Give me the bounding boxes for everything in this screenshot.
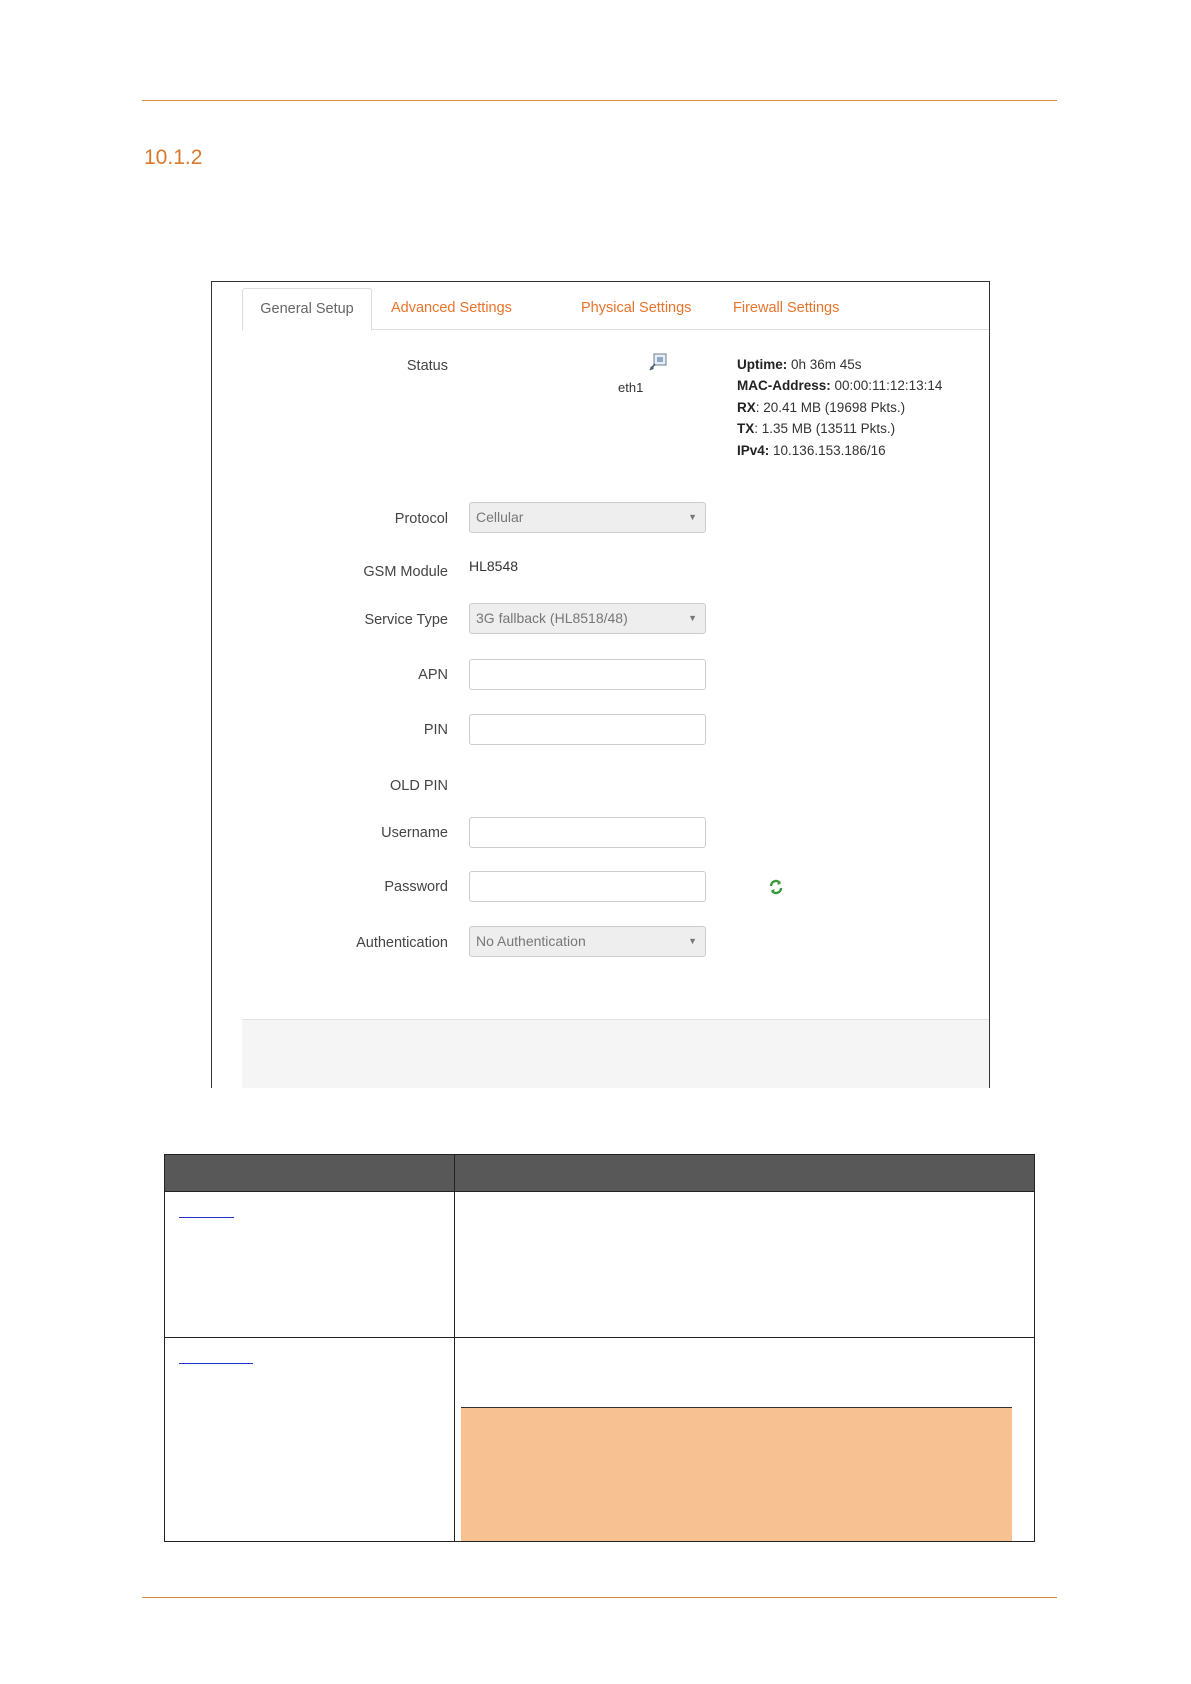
gsm-module-label: GSM Module xyxy=(363,564,448,580)
router-config-screenshot xyxy=(211,281,990,1088)
service-type-select[interactable] xyxy=(469,603,706,634)
table-header-cell xyxy=(455,1155,1035,1192)
password-label: Password xyxy=(384,879,448,895)
status-label: Status xyxy=(406,358,448,374)
ipv4-value: 10.136.153.186/16 xyxy=(769,442,886,458)
tab-firewall-settings[interactable]: Firewall Settings xyxy=(733,300,840,316)
protocol-value: Cellular xyxy=(476,509,524,525)
tab-physical-settings[interactable]: Physical Settings xyxy=(581,300,692,316)
status-details xyxy=(737,354,942,461)
tab-advanced-settings[interactable]: Advanced Settings xyxy=(391,300,512,316)
mac-label: MAC-Address: xyxy=(737,378,831,394)
authentication-label: Authentication xyxy=(356,935,448,951)
chevron-down-icon: ▼ xyxy=(688,512,697,522)
pin-input[interactable] xyxy=(469,714,706,745)
uptime-value: 0h 36m 45s xyxy=(787,357,862,372)
table-row xyxy=(165,1192,1035,1338)
table-cell xyxy=(165,1192,455,1338)
table-cell xyxy=(455,1192,1035,1338)
tx-label: TX xyxy=(737,421,755,437)
service-type-label: Service Type xyxy=(364,612,448,628)
authentication-select[interactable] xyxy=(469,926,706,957)
network-interface-icon xyxy=(649,353,667,371)
header-rule xyxy=(142,100,1057,101)
password-input[interactable] xyxy=(469,871,706,902)
form-footer-bar xyxy=(242,1019,989,1088)
parameter-table xyxy=(164,1154,1035,1542)
interface-name: eth1 xyxy=(618,380,644,395)
note-box xyxy=(461,1407,1012,1541)
reveal-password-icon[interactable] xyxy=(768,879,784,895)
service-type-value: 3G fallback (HL8518/48) xyxy=(476,610,628,626)
old-pin-label: OLD PIN xyxy=(389,778,448,794)
gsm-module-value: HL8548 xyxy=(469,558,519,574)
table-row xyxy=(165,1338,1035,1542)
footer-rule xyxy=(142,1597,1057,1598)
ipv4-label: IPv4: xyxy=(737,442,770,458)
tx-value: : 1.35 MB (13511 Pkts.) xyxy=(754,421,896,437)
username-label: Username xyxy=(381,825,448,841)
table-header-row xyxy=(165,1155,1035,1192)
protocol-select[interactable] xyxy=(469,502,706,533)
table-header-cell xyxy=(165,1155,455,1192)
pin-label: PIN xyxy=(423,722,448,738)
table-cell xyxy=(165,1338,455,1542)
section-number: 10.1.2 xyxy=(144,146,203,169)
tab-bar xyxy=(242,288,989,330)
uptime-label: Uptime: xyxy=(737,357,788,372)
rx-label: RX xyxy=(737,399,756,415)
apn-label: APN xyxy=(418,667,448,683)
rx-value: : 20.41 MB (19698 Pkts.) xyxy=(755,399,906,415)
authentication-value: No Authentication xyxy=(476,933,586,949)
tab-general-setup[interactable]: General Setup xyxy=(242,288,372,331)
username-input[interactable] xyxy=(469,817,706,848)
table-cell xyxy=(455,1338,1035,1542)
protocol-label: Protocol xyxy=(394,511,448,527)
hyperlink-underline[interactable] xyxy=(179,1217,234,1218)
chevron-down-icon: ▼ xyxy=(688,936,697,946)
chevron-down-icon: ▼ xyxy=(688,613,697,623)
hyperlink-underline[interactable] xyxy=(179,1363,253,1364)
mac-value: 00:00:11:12:13:14 xyxy=(830,378,943,394)
apn-input[interactable] xyxy=(469,659,706,690)
